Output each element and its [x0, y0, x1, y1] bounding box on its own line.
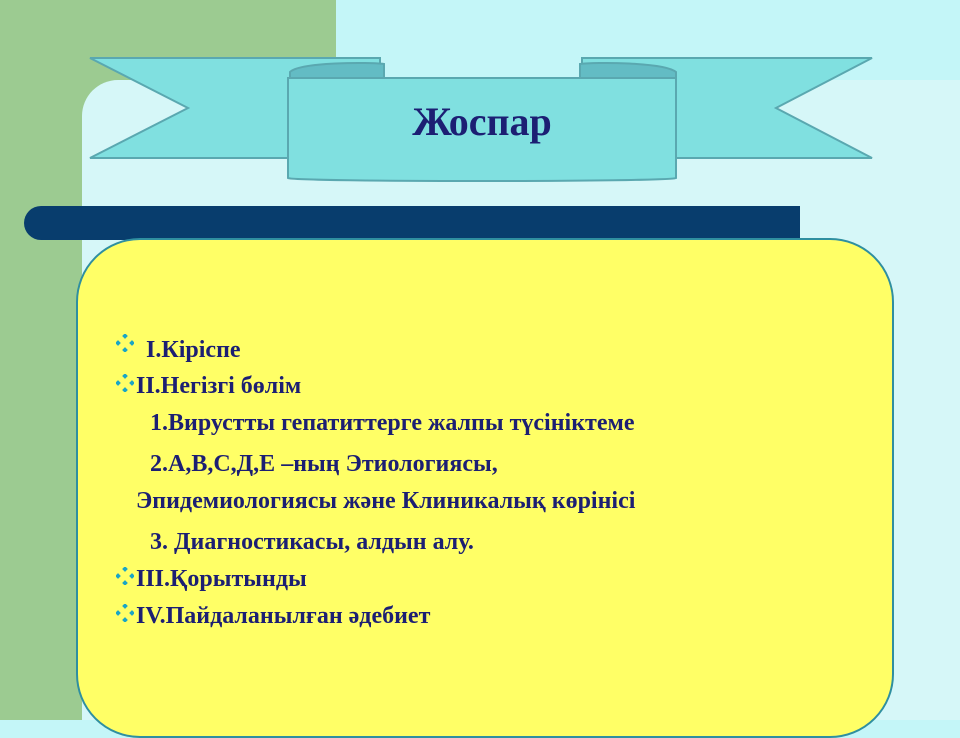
- outline-item: ІV.Пайдаланылған әдебиет: [136, 603, 431, 629]
- outline-subitem: 2.А,В,С,Д,Е –ның Этиологиясы,: [150, 451, 498, 477]
- slide-title: Жоспар: [412, 99, 552, 144]
- outline-item: І.Кіріспе: [146, 337, 241, 363]
- outline-item: ІІ.Негізгі бөлім: [136, 373, 302, 399]
- diamond-bullet-icon: [116, 567, 134, 585]
- outline-item: ІІІ.Қорытынды: [136, 566, 307, 592]
- diamond-bullet-icon: [116, 374, 134, 392]
- diamond-bullet-icon: [116, 604, 134, 622]
- diamond-bullet-icon: [116, 334, 134, 352]
- outline-subitem: Эпидемиологиясы және Клиникалық көрінісі: [136, 488, 636, 514]
- outline-subitem: 1.Вирустты гепатиттерге жалпы түсініктеме: [150, 410, 635, 436]
- outline-subitem: 3. Диагностикасы, алдын алу.: [150, 529, 474, 555]
